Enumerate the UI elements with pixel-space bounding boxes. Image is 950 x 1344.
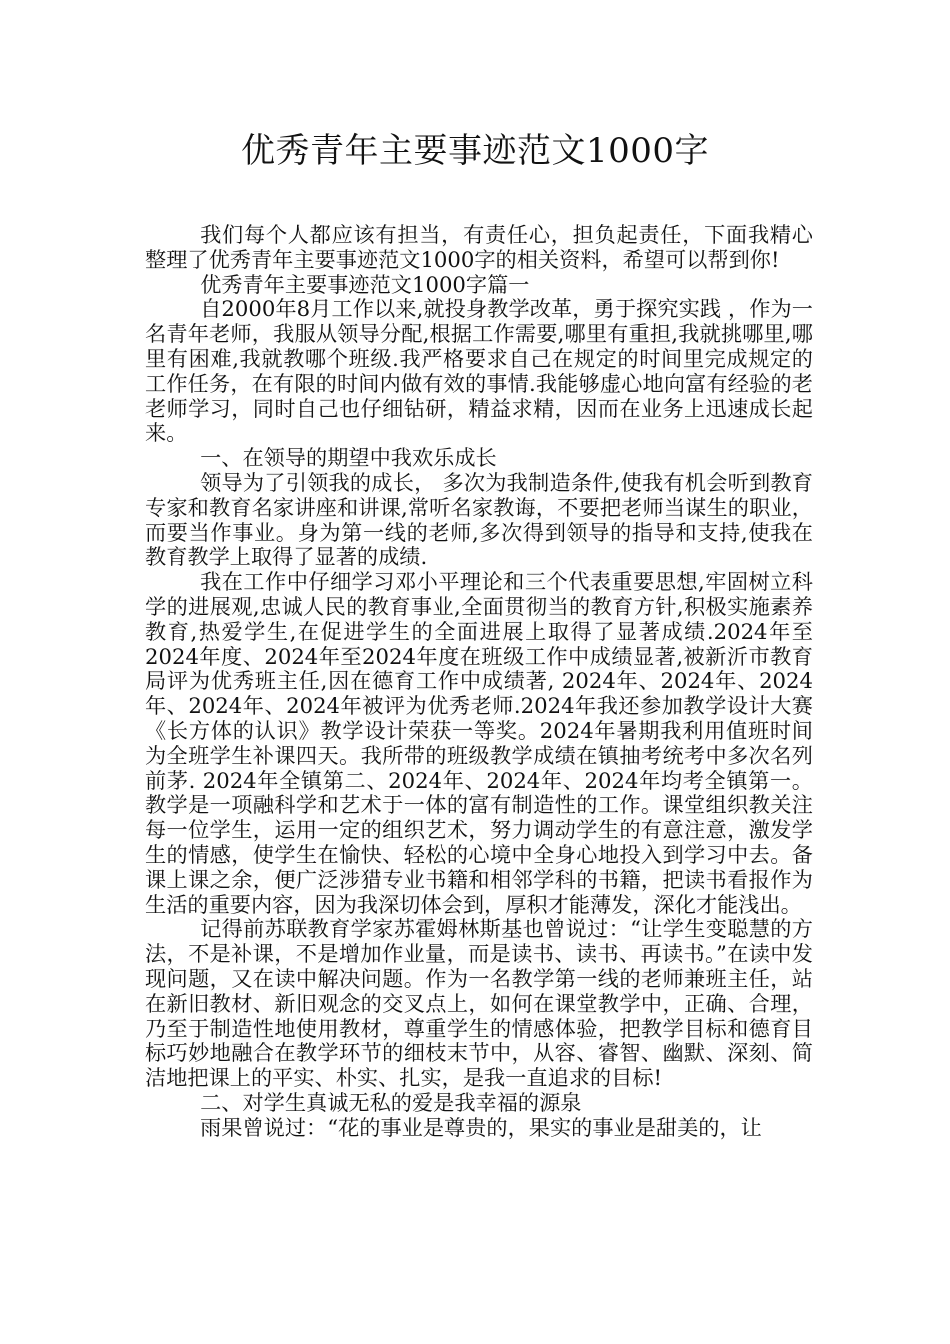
paragraph: 自2000年8月工作以来,就投身教学改革，勇于探究实践 ，作为一名青年老师，我服从领导分配,根据工作需要,哪里有重担,我就挑哪里,哪里有困难,我就教哪个班级.我严格要求自己在规定的时间里完成规定的工作任务，在有限的时间内做有效的事情.我能够虚心地向富有经验的老老师学习，同时自己也仔细钻研，精益求精，因而在业务上迅速成长起来。: [145, 296, 813, 446]
section-heading: 优秀青年主要事迹范文1000字篇一: [200, 271, 530, 297]
document-title: 优秀青年主要事迹范文1000字: [240, 131, 710, 171]
document-body: [145, 223, 813, 1140]
paragraph: 我在工作中仔细学习邓小平理论和三个代表重要思想,牢固树立科学的进展观,忠诚人民的教育事业,全面贯彻当的教育方针,积极实施素养教育,热爱学生,在促进学生的全面进展上取得了显著成绩.2024年至2024年度、2024年至2024年度在班级工作中成绩显著,被新沂市教育局评为优秀班主任,因在德育工作中成绩著, 2024年、2024年、2024年、2024年、2024年被评为优秀老师.2024年我还参加教学设计大赛《长方体的认识》教学设计荣获一等奖。2024年暑期我利用值班时间为全班学生补课四天。我所带的班级教学成绩在镇抽考统考中多次名列前茅. 2024年全镇第二、2024年、2024年、2024年均考全镇第一。教学是一项融科学和艺术于一体的富有制造性的工作。课堂组织教关注每一位学生，运用一定的组织艺术，努力调动学生的有意注意，激发学生的情感，使学生在愉快、轻松的心境中全身心地投入到学习中去。备课上课之余，便广泛涉猎专业书籍和相邻学科的书籍，把读书看报作为生活的重要内容，因为我深切体会到，厚积才能薄发，深化才能浅出。: [145, 569, 813, 917]
paragraph: 记得前苏联教育学家苏霍姆林斯基也曾说过：“让学生变聪慧的方法，不是补课，不是增加作业量，而是读书、读书、再读书。”在读中发现问题，又在读中解决问题。作为一名教学第一线的老师兼班主任，站在新旧教材、新旧观念的交叉点上，如何在课堂教学中，正确、合理，乃至于制造性地使用教材，尊重学生的情感体验，把教学目标和德育目标巧妙地融合在教学环节的细枝末节中，从容、睿智、幽默、深刻、简洁地把课上的平实、朴实、扎实，是我一直追求的目标!: [145, 916, 813, 1091]
paragraph: 雨果曾说过：“花的事业是尊贵的，果实的事业是甜美的，让: [200, 1114, 762, 1140]
paragraph: 领导为了引领我的成长， 多次为我制造条件,使我有机会听到教育专家和教育名家讲座和讲课,常听名家教诲，不要把老师当谋生的职业，而要当作事业。身为第一线的老师,多次得到领导的指导和支持,使我在教育教学上取得了显著的成绩.: [145, 469, 813, 570]
paragraph-intro: 我们每个人都应该有担当，有责任心，担负起责任，下面我精心整理了优秀青年主要事迹范文1000字的相关资料，希望可以帮到你!: [145, 222, 813, 272]
section-heading: 一、在领导的期望中我欢乐成长: [200, 445, 497, 471]
section-heading: 二、对学生真诚无私的爱是我幸福的源泉: [200, 1089, 582, 1115]
